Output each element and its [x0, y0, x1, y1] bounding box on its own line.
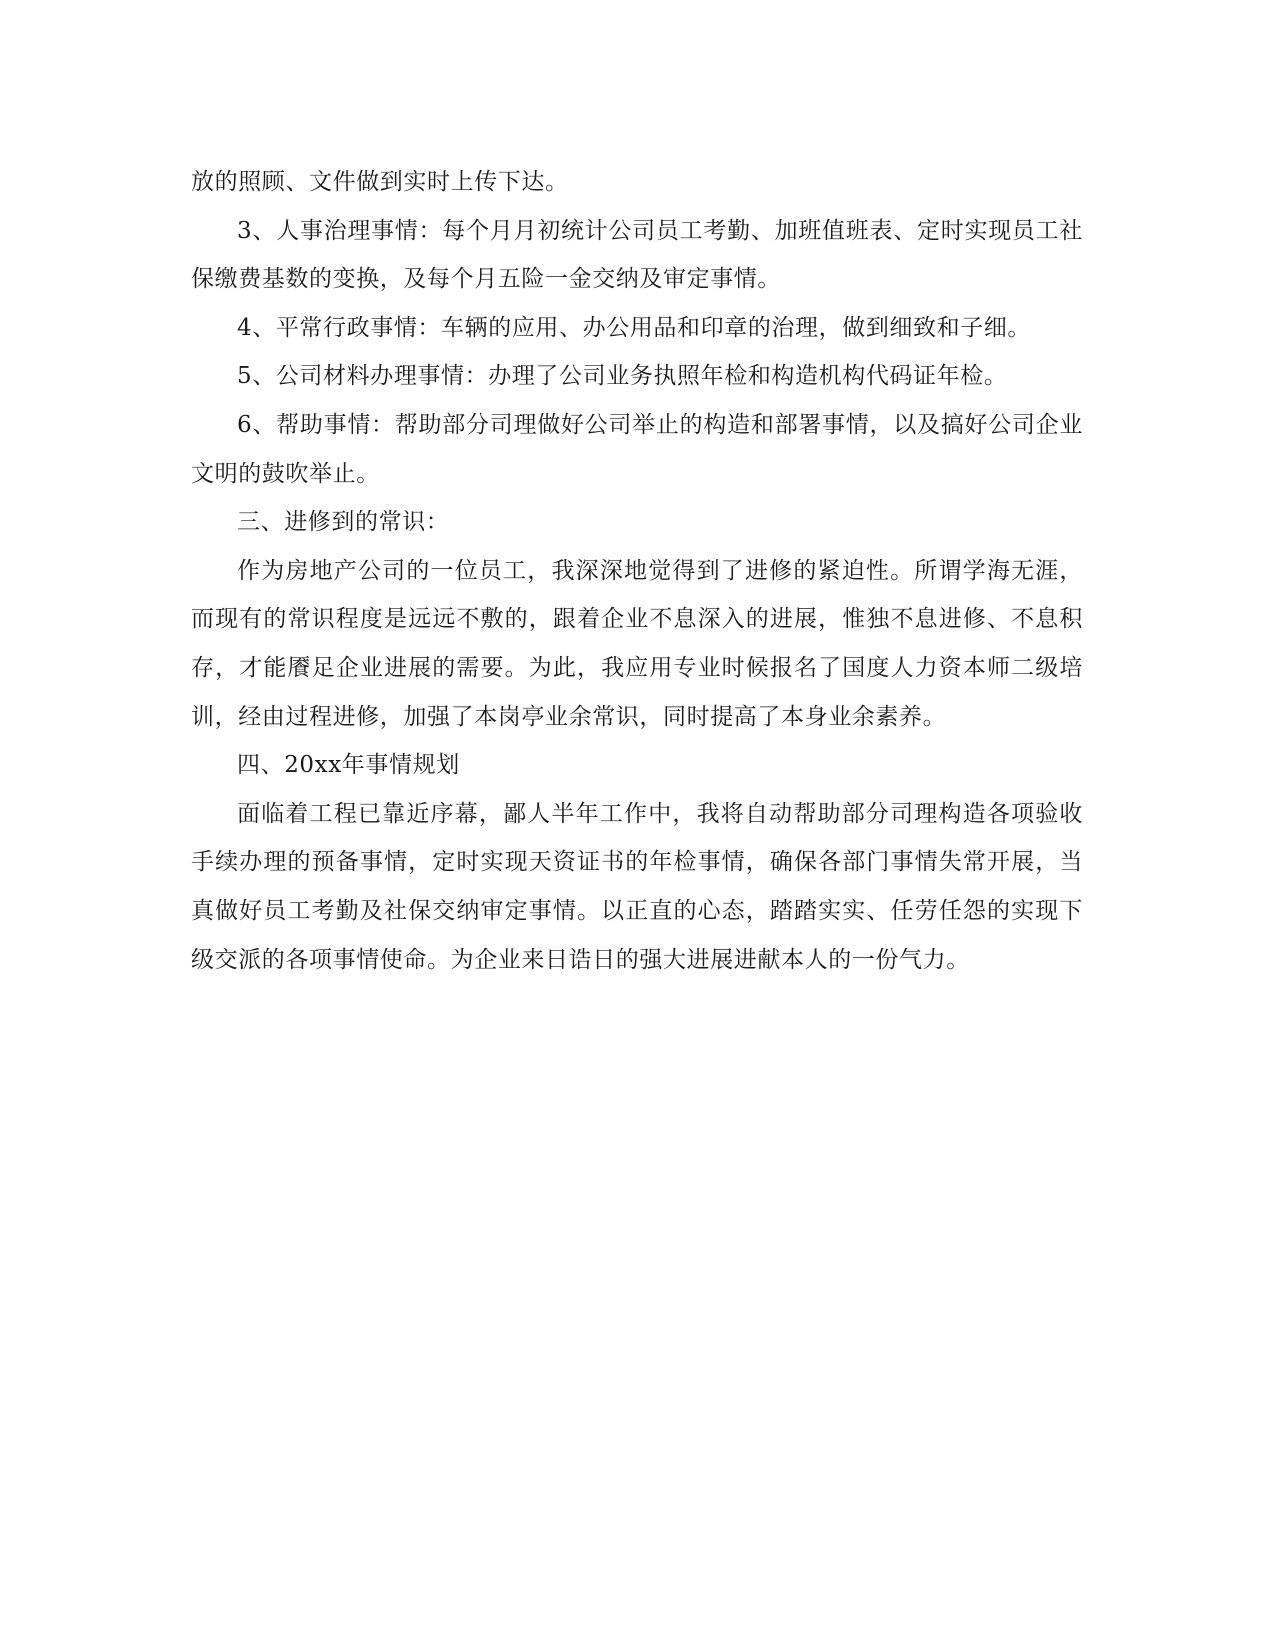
paragraph-continuation: 放的照顾、文件做到实时上传下达。 — [191, 169, 569, 195]
section-heading-3: 三、进修到的常识： — [237, 509, 450, 536]
document-body — [191, 158, 1083, 984]
paragraph-item-6: 6、帮助事情：帮助部分司理做好公司举止的构造和部署事情，以及搞好公司企业文明的鼓吹举止。 — [191, 411, 1083, 487]
paragraph-learning: 作为房地产公司的一位员工，我深深地觉得到了进修的紧迫性。所谓学海无涯，而现有的常识程度是远远不敷的，跟着企业不息深入的进展，惟独不息进修、不息积存，才能餍足企业进展的需要。为此，我应用专业时候报名了国度人力资本师二级培训，经由过程进修，加强了本岗亭业余常识，同时提高了本身业余素养。 — [191, 557, 1083, 730]
paragraph-item-3: 3、人事治理事情：每个月月初统计公司员工考勤、加班值班表、定时实现员工社保缴费基数的变换，及每个月五险一金交纳及审定事情。 — [191, 217, 1083, 293]
section-heading-4: 四、20xx年事情规划 — [237, 752, 460, 779]
paragraph-item-5: 5、公司材料办理事情：办理了公司业务执照年检和构造机构代码证年检。 — [237, 363, 1008, 390]
paragraph-item-4: 4、平常行政事情：车辆的应用、办公用品和印章的治理，做到细致和子细。 — [237, 314, 1032, 341]
paragraph-plan: 面临着工程已靠近序幕，鄙人半年工作中，我将自动帮助部分司理构造各项验收手续办理的预备事情，定时实现天资证书的年检事情，确保各部门事情失常开展，当真做好员工考勤及社保交纳审定事情。以正直的心态，踏踏实实、任劳任怨的实现下级交派的各项事情使命。为企业来日诰日的强大进展进献本人的一份气力。 — [191, 800, 1083, 973]
